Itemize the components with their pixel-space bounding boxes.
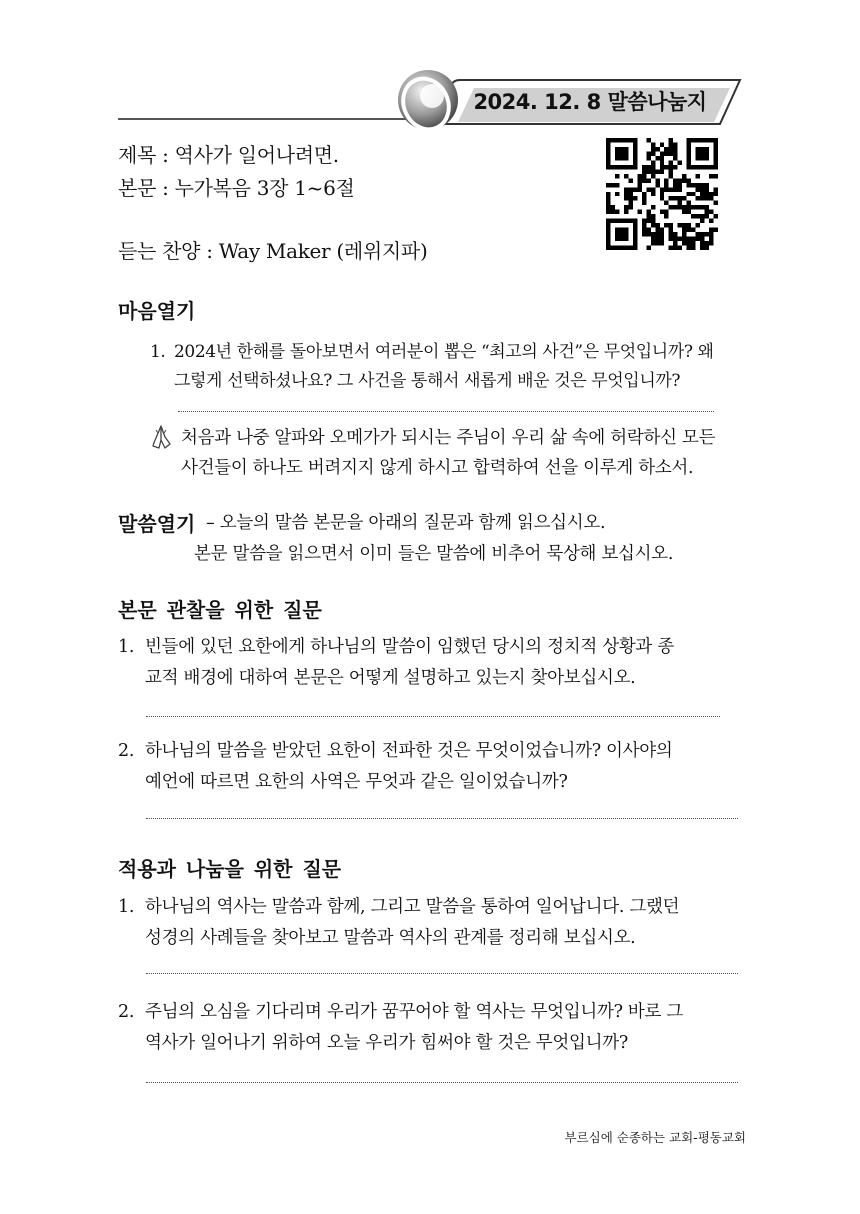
application-q1-number: 1.: [118, 897, 135, 917]
section-heading-application: 적용과 나눔을 위한 질문: [118, 857, 342, 881]
section-heading-observation: 본문 관찰을 위한 질문: [118, 598, 322, 622]
opening-question-line1: 2024년 한해를 돌아보면서 여러분이 뽑은 “최고의 사건”은 무엇입니까? 왜: [174, 342, 714, 362]
observation-q1-line1: 빈들에 있던 요한에게 하나님의 말씀이 임했던 당시의 정치적 상황과 종: [145, 637, 674, 657]
answer-line: [146, 1082, 738, 1083]
observation-q2-number: 2.: [118, 741, 135, 761]
prayer-line1: 처음과 나중 알파와 오메가가 되시는 주님이 우리 삶 속에 허락하신 모든: [181, 428, 716, 448]
opening-question-line2: 그렇게 선택하셨나요? 그 사건을 통해서 새롭게 배운 것은 무엇입니까?: [174, 371, 681, 391]
sermon-title: 제목 : 역사가 일어나려면.: [118, 143, 339, 167]
observation-q1-number: 1.: [118, 637, 135, 657]
observation-q2-line1: 하나님의 말씀을 받았던 요한이 전파한 것은 무엇이었습니까? 이사야의: [145, 741, 673, 761]
qr-code-icon: [606, 138, 718, 250]
application-q2-line2: 역사가 일어나기 위하여 오늘 우리가 힘써야 할 것은 무엇입니까?: [145, 1033, 628, 1053]
opening-word-line1: – 오늘의 말씀 본문을 아래의 질문과 함께 읽으십시오.: [206, 513, 606, 533]
prayer-line2: 사건들이 하나도 버려지지 않게 하시고 합력하여 선을 이루게 하소서.: [181, 458, 694, 478]
answer-line: [146, 818, 738, 819]
application-q1-line2: 성경의 사례들을 찾아보고 말씀과 역사의 관계를 정리해 보십시오.: [145, 928, 636, 948]
praying-hands-icon: [150, 424, 172, 450]
section-heading-opening-heart: 마음열기: [118, 299, 196, 323]
application-q2-number: 2.: [118, 1002, 135, 1022]
answer-line: [178, 411, 714, 412]
observation-q2-line2: 예언에 따르면 요한의 사역은 무엇과 같은 일이었습니까?: [145, 772, 568, 792]
application-q2-line1: 주님의 오심을 기다리며 우리가 꿈꾸어야 할 역사는 무엇입니까? 바로 그: [145, 1002, 683, 1022]
application-q1-line1: 하나님의 역사는 말씀과 함께, 그리고 말씀을 통하여 일어납니다. 그랬던: [145, 897, 680, 917]
section-heading-opening-word: 말씀열기: [118, 512, 196, 536]
scripture-reference: 본문 : 누가복음 3장 1~6절: [118, 176, 355, 200]
answer-line: [146, 973, 738, 974]
opening-word-line2: 본문 말씀을 읽으면서 이미 들은 말씀에 비추어 묵상해 보십시오.: [194, 544, 674, 564]
opening-question-number: 1.: [150, 342, 166, 362]
answer-line: [146, 716, 720, 717]
header-rule: [118, 118, 418, 120]
hymn-title: 듣는 찬양 : Way Maker (레위지파): [118, 239, 428, 263]
observation-q1-line2: 교적 배경에 대하여 본문은 어떻게 설명하고 있는지 찾아보십시오.: [145, 668, 636, 688]
date-title: 2024. 12. 8 말씀나눔지: [473, 90, 707, 114]
footer-church-name: 부르심에 순종하는 교회-평동교회: [564, 1130, 746, 1145]
globe-ring-icon: [396, 64, 462, 134]
